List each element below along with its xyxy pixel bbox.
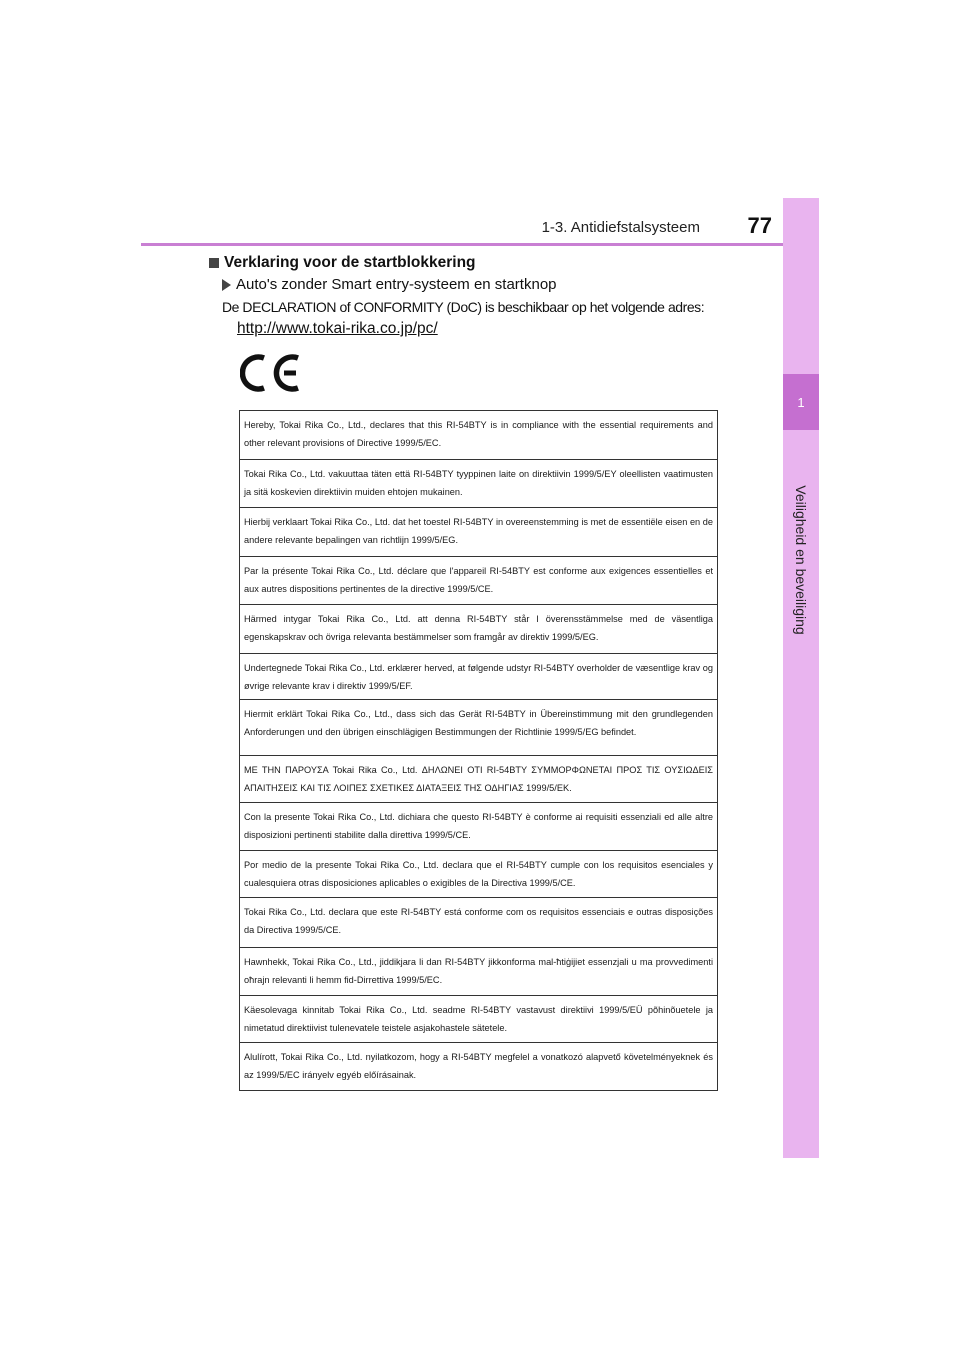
declaration-row: Undertegnede Tokai Rika Co., Ltd. erklærer herved, at følgende udstyr RI-54BTY overholder de væsentlige krav og øvrige relevante krav i direktiv 1999/5/EF.	[240, 653, 717, 699]
chapter-number: 1	[783, 374, 819, 430]
declaration-row: Con la presente Tokai Rika Co., Ltd. dichiara che questo RI-54BTY è conforme ai requisiti essenziali ed alle altre disposizioni pertinenti stabilite dalla direttiva 1999/5/CE.	[240, 802, 717, 850]
declaration-row: Käesolevaga kinnitab Tokai Rika Co., Ltd. seadme RI-54BTY vastavust direktiivi 1999/5/EÜ põhinõuetele ja nimetatud direktiivist tulenevatele teistele asjakohastele sätetele.	[240, 995, 717, 1042]
declaration-row: Hierbij verklaart Tokai Rika Co., Ltd. dat het toestel RI-54BTY in overeenstemming is met de essentiële eisen en de andere relevante bepalingen van richtlijn 1999/5/EG.	[240, 507, 717, 556]
declaration-row: Hiermit erklärt Tokai Rika Co., Ltd., dass sich das Gerät RI-54BTY in Übereinstimmung mit den grundlegenden Anforderungen und den übrigen einschlägigen Bestimmungen der Richtlinie 1999/5/EG befindet.	[240, 699, 717, 755]
section-heading-text: Verklaring voor de startblokkering	[224, 254, 476, 271]
declaration-row: Härmed intygar Tokai Rika Co., Ltd. att denna RI-54BTY står I överensstämmelse med de väsentliga egenskapskrav och övriga relevanta bestämmelser som framgår av direktiv 1999/5/EG.	[240, 604, 717, 653]
chapter-label: Veiligheid en beveiliging	[793, 485, 809, 635]
declaration-row: Par la présente Tokai Rika Co., Ltd. déclare que l'appareil RI-54BTY est conforme aux exigences essentielles et aux autres dispositions pertinentes de la directive 1999/5/CE.	[240, 556, 717, 604]
declarations-table	[239, 410, 718, 1091]
subheading-text: Auto's zonder Smart entry-systeem en startknop	[236, 276, 557, 293]
chapter-side-tab	[783, 198, 819, 1158]
declaration-row: Tokai Rika Co., Ltd. declara que este RI-54BTY está conforme com os requisitos essenciais e outras disposições da Directiva 1999/5/CE.	[240, 897, 717, 947]
section-heading	[209, 254, 476, 272]
body-paragraph: De DECLARATION of CONFORMITY (DoC) is beschikbaar op het volgende adres:	[222, 299, 705, 315]
declaration-row: Hawnhekk, Tokai Rika Co., Ltd., jiddikjara li dan RI-54BTY jikkonforma mal-ħtiġijiet essenzjali u ma provvedimenti oħrajn relevanti li hemm fid-Dirrettiva 1999/5/EC.	[240, 947, 717, 995]
header-divider	[141, 243, 819, 246]
doc-url-link[interactable]: http://www.tokai-rika.co.jp/pc/	[237, 320, 438, 337]
declaration-row: Alulírott, Tokai Rika Co., Ltd. nyilatkozom, hogy a RI-54BTY megfelel a vonatkozó alapvető követelményeknek és az 1999/5/EC irányelv egyéb előírásainak.	[240, 1042, 717, 1090]
ce-mark-icon	[240, 352, 302, 394]
declaration-row: ΜΕ ΤΗΝ ΠΑΡΟΥΣΑ Tokai Rika Co., Ltd. ΔΗΛΩΝΕΙ ΟΤΙ RI-54BTY ΣΥΜΜΟΡΦΩΝΕΤΑΙ ΠΡΟΣ ΤΙΣ ΟΥΣΙΩΔΕΙΣ ΑΠΑΙΤΗΣΕΙΣ ΚΑΙ ΤΙΣ ΛΟΙΠΕΣ ΣΧΕΤΙΚΕΣ ΔΙΑΤΑΞΕΙΣ ΤΗΣ ΟΔΗΓΙΑΣ 1999/5/ΕΚ.	[240, 755, 717, 802]
page-number: 77	[747, 213, 772, 238]
declaration-row: Por medio de la presente Tokai Rika Co., Ltd. declara que el RI-54BTY cumple con los requisitos esenciales y cualesquiera otras disposiciones aplicables o exigibles de la Directiva 1999/5/CE.	[240, 850, 717, 897]
triangle-arrow-icon	[222, 279, 231, 291]
section-title: 1-3. Antidiefstalsysteem	[541, 219, 700, 236]
square-bullet-icon	[209, 258, 219, 268]
declaration-row: Hereby, Tokai Rika Co., Ltd., declares that this RI-54BTY is in compliance with the essential requirements and other relevant provisions of Directive 1999/5/EC.	[244, 420, 713, 448]
declaration-row: Tokai Rika Co., Ltd. vakuuttaa täten että RI-54BTY tyyppinen laite on direktiivin 1999/5/EY oleellisten vaatimusten ja sitä koskevien direktiivin muiden ehtojen mukainen.	[240, 459, 717, 507]
subheading	[222, 276, 557, 293]
